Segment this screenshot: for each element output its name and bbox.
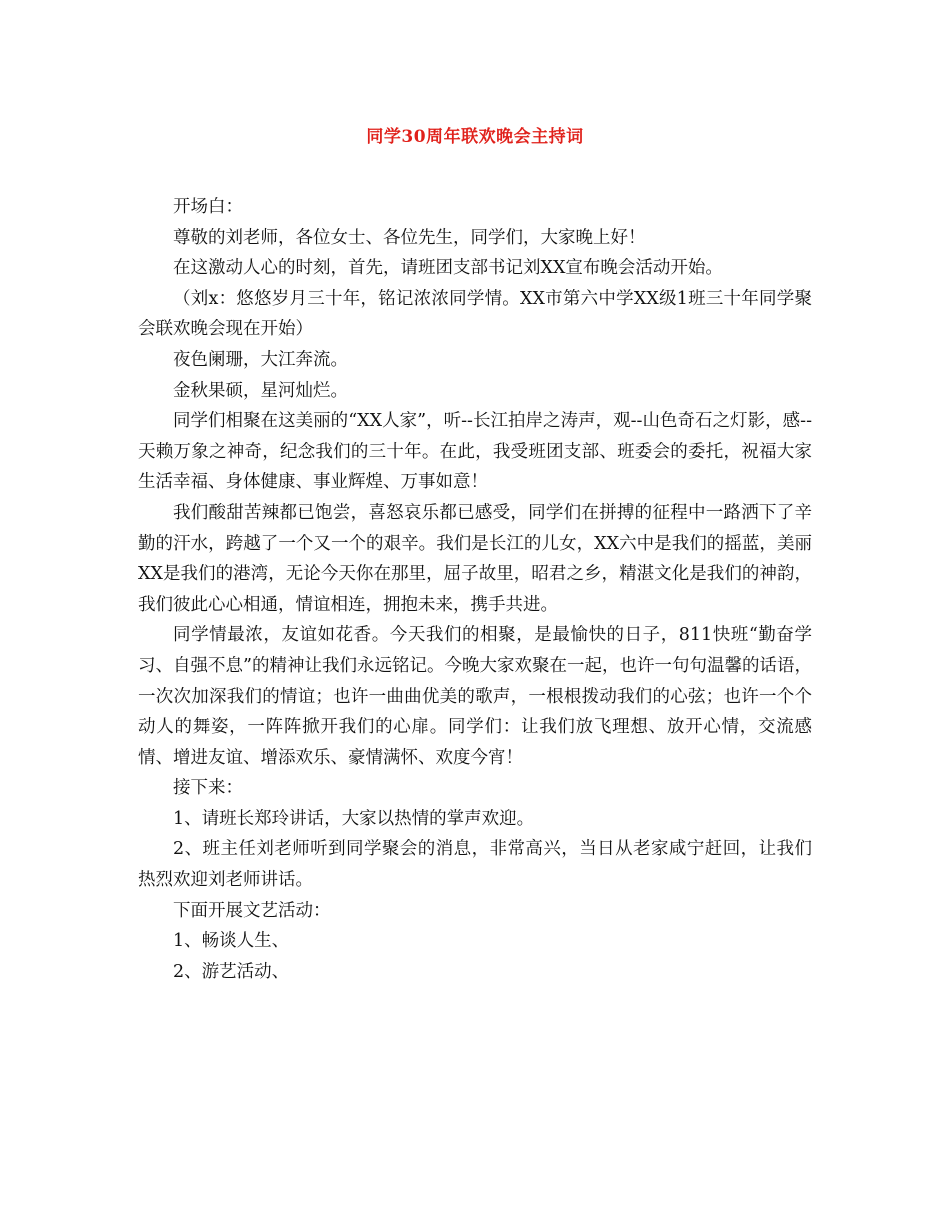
paragraph-activities-label: 下面开展文艺活动：	[173, 900, 331, 921]
paragraph-autumn: 金秋果硕，星河灿烂。	[173, 380, 348, 401]
paragraph-next-label: 接下来：	[173, 778, 243, 799]
paragraph-night-scene: 夜色阑珊，大江奔流。	[173, 349, 348, 370]
paragraph-greeting: 尊敬的刘老师，各位女士、各位先生，同学们，大家晚上好！	[173, 227, 646, 248]
paragraph-friendship: 同学情最浓，友谊如花香。今天我们的相聚，是最愉快的日子，811快班“勤奋学习、自强不息”的精神让我们永远铭记。今晚大家欢聚在一起，也许一句句温馨的话语，一次次加深我们的情谊；也许一曲曲优美的歌声，一根根拨动我们的心弦；也许一个个动人的舞姿，一阵阵掀开我们的心扉。同学们：让我们放飞理想、放开心情，交流感情、增进友谊、增添欢乐、豪情满怀、欢度今宵！	[138, 625, 812, 768]
paragraph-start-declaration: （刘x：悠悠岁月三十年，铭记浓浓同学情。XX市第六中学XX级1班三十年同学聚会联欢晚会现在开始）	[138, 288, 812, 340]
paragraph-item-monitor-speech: 1、请班长郑玲讲话，大家以热情的掌声欢迎。	[173, 808, 535, 829]
paragraph-activity-1: 1、畅谈人生、	[173, 931, 290, 952]
paragraph-announce-start: 在这激动人心的时刻，首先，请班团支部书记刘XX宣布晚会活动开始。	[173, 258, 723, 279]
paragraph-item-teacher-speech: 2、班主任刘老师听到同学聚会的消息，非常高兴，当日从老家咸宁赶回，让我们热烈欢迎刘老师讲话。	[138, 839, 812, 891]
paragraph-activity-2: 2、游艺活动、	[173, 961, 290, 982]
paragraph-gathering: 同学们相聚在这美丽的“XX人家”，听--长江拍岸之涛声，观--山色奇石之灯影，感--天赖万象之神奇，纪念我们的三十年。在此，我受班团支部、班委会的委托，祝福大家生活幸福、身体健康、事业辉煌、万事如意！	[138, 411, 812, 493]
paragraph-opening-label: 开场白：	[173, 197, 243, 217]
paragraph-memories: 我们酸甜苦辣都已饱尝，喜怒哀乐都已感受，同学们在拼搏的征程中一路洒下了辛勤的汗水，跨越了一个又一个的艰辛。我们是长江的儿女，XX六中是我们的摇蓝，美丽XX是我们的港湾，无论今天你在那里，屈子故里，昭君之乡，精湛文化是我们的神韵，我们彼此心心相通，情谊相连，拥抱未来，携手共进。	[138, 502, 812, 615]
document-title: 同学30周年联欢晚会主持词	[366, 127, 584, 147]
document-body	[138, 192, 812, 987]
